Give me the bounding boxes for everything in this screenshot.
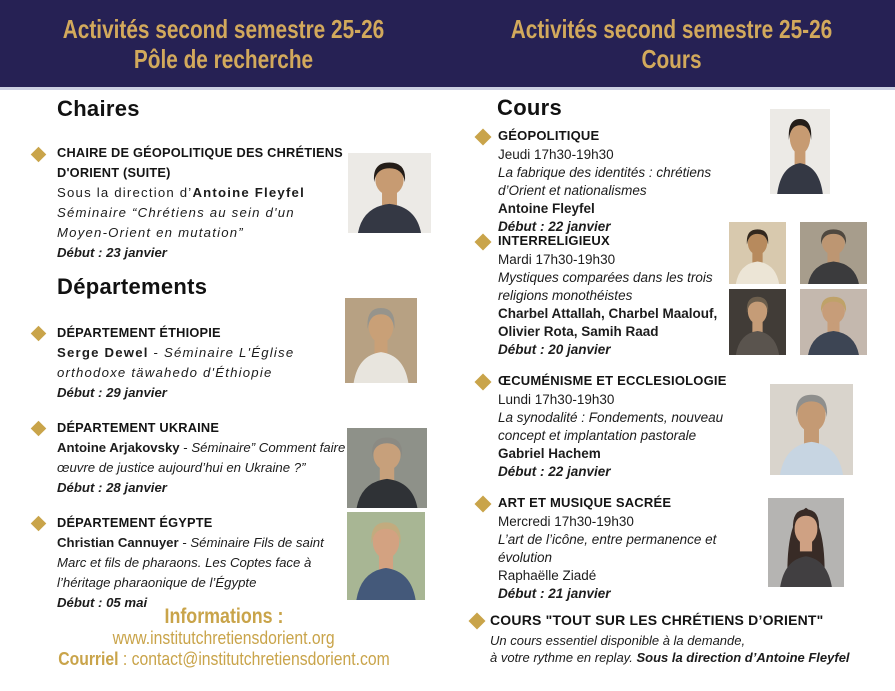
- tout-sur-description-line1: Un cours essentiel disponible à la demande,: [490, 633, 746, 648]
- interreligieux-speakers: Charbel Attallah, Charbel Maalouf, Olivier Rota, Samih Raad: [498, 306, 718, 339]
- egypte-start-date: Début : 05 mai: [57, 595, 148, 610]
- diamond-bullet-icon: [475, 129, 492, 146]
- geopolitique-start-date: Début : 22 janvier: [498, 219, 611, 234]
- oecumenisme-title: ŒCUMÉNISME ET ECCLESIOLOGIE: [498, 373, 727, 388]
- geopolitique-topic: La fabrique des identités : chrétiens d’Orient et nationalismes: [498, 165, 712, 198]
- oecumenisme-speakers: Gabriel Hachem: [498, 446, 601, 461]
- portrait-antoine-fleyfel-cours: [770, 109, 830, 194]
- cours-interreligieux-item: [498, 232, 746, 359]
- diamond-bullet-icon: [31, 516, 47, 532]
- contact-block: [0, 606, 447, 669]
- cours-heading: Cours: [497, 95, 563, 120]
- informations-label: Informations :: [164, 605, 283, 628]
- tout-sur-direction: Sous la direction d’Antoine Fleyfel: [636, 650, 850, 665]
- art-musique-topic: L’art de l’icône, entre permanence et évolution: [498, 532, 717, 565]
- header-recherche: [0, 0, 447, 87]
- ethiopie-title: DÉPARTEMENT ÉTHIOPIE: [57, 325, 221, 340]
- diamond-bullet-icon: [469, 613, 486, 630]
- header-recherche-line1: Activités second semestre 25-26: [62, 13, 385, 44]
- diamond-bullet-icon: [475, 374, 492, 391]
- departement-ukraine-item: [57, 418, 353, 498]
- courriel-label: Courriel: [57, 648, 119, 669]
- departement-ethiopie-item: [57, 323, 303, 403]
- chaire-direction-prefix: Sous la direction d’: [57, 185, 193, 200]
- chaire-direction-name: Antoine Fleyfel: [192, 185, 305, 200]
- tout-sur-description-text: à votre rythme en replay.: [490, 650, 633, 665]
- egypte-seminar-line: [57, 533, 349, 593]
- portrait-christian-cannuyer: [347, 512, 425, 600]
- art-musique-title: ART ET MUSIQUE SACRÉE: [498, 495, 672, 510]
- email-line[interactable]: [58, 648, 389, 669]
- diamond-bullet-icon: [31, 421, 47, 437]
- chaires-heading: Chaires: [57, 96, 140, 121]
- header-cours-line1: Activités second semestre 25-26: [510, 13, 833, 44]
- interreligieux-topic: Mystiques comparées dans les trois religions monothéistes: [498, 270, 713, 303]
- diamond-bullet-icon: [475, 234, 492, 251]
- ukraine-start-date: Début : 28 janvier: [57, 480, 167, 495]
- tout-sur-description-line2: [490, 649, 890, 666]
- portrait-gabriel-hachem: [770, 384, 853, 475]
- portrait-serge-dewel: [345, 298, 417, 383]
- ukraine-name: Antoine Arjakovsky: [57, 440, 180, 455]
- ethiopie-seminar-line: [57, 343, 303, 383]
- website-link[interactable]: www.institutchretiensdorient.org: [112, 627, 335, 648]
- portrait-charbel-maalouf: [800, 222, 867, 284]
- cours-art-musique-item: [498, 494, 738, 603]
- oecumenisme-topic: La synodalité : Fondements, nouveau concept et implantation pastorale: [498, 410, 724, 443]
- diamond-bullet-icon: [31, 147, 47, 163]
- geopolitique-title: GÉOPOLITIQUE: [498, 128, 600, 143]
- chaire-seminar: Séminaire “Chrétiens au sein d'un Moyen-Orient en mutation”: [57, 205, 295, 240]
- ethiopie-seminar: Séminaire L'Église orthodoxe täwahedo d'Éthiopie: [57, 345, 295, 380]
- art-musique-schedule: Mercredi 17h30-19h30: [498, 514, 634, 529]
- interreligieux-start-date: Début : 20 janvier: [498, 342, 611, 357]
- interreligieux-title: INTERRELIGIEUX: [498, 233, 610, 248]
- oecumenisme-start-date: Début : 22 janvier: [498, 464, 611, 479]
- ukraine-title: DÉPARTEMENT UKRAINE: [57, 420, 220, 435]
- interreligieux-schedule: Mardi 17h30-19h30: [498, 252, 616, 267]
- separator: -: [178, 535, 191, 550]
- ethiopie-start-date: Début : 29 janvier: [57, 385, 167, 400]
- cours-tout-sur-item: [490, 612, 890, 666]
- chaire-direction: [57, 183, 344, 203]
- header-cours: [448, 0, 895, 87]
- departement-egypte-item: [57, 513, 349, 613]
- cours-geopolitique-item: [498, 127, 742, 236]
- email-address: : contact@institutchretiensdorient.com: [118, 648, 390, 669]
- portrait-charbel-attallah: [729, 222, 786, 284]
- cours-oecumenisme-item: [498, 372, 760, 481]
- ukraine-seminar-line: [57, 438, 353, 478]
- portrait-olivier-rota: [729, 289, 786, 355]
- egypte-seminar: Séminaire Fils de saint Marc et fils de pharaons. Les Coptes face à l’héritage pharaonique de l’Égypte: [57, 535, 324, 590]
- portrait-samih-raad: [800, 289, 867, 355]
- departements-heading: Départements: [57, 274, 208, 299]
- separator: -: [148, 345, 164, 360]
- egypte-name: Christian Cannuyer: [57, 535, 179, 550]
- tout-sur-title: COURS "TOUT SUR LES CHRÉTIENS D’ORIENT": [490, 612, 824, 628]
- portrait-raphaelle-ziade: [768, 498, 844, 587]
- chaire-geopolitique-item: [57, 143, 344, 263]
- header-cours-line2: Cours: [641, 43, 702, 74]
- separator: -: [179, 440, 192, 455]
- diamond-bullet-icon: [31, 326, 47, 342]
- chaire-start-date: Début : 23 janvier: [57, 245, 167, 260]
- art-musique-speakers: Raphaëlle Ziadé: [498, 568, 597, 583]
- chaire-title: CHAIRE DE GÉOPOLITIQUE DES CHRÉTIENS D'ORIENT (SUITE): [57, 145, 343, 180]
- header-banner: [0, 0, 895, 90]
- oecumenisme-schedule: Lundi 17h30-19h30: [498, 392, 615, 407]
- diamond-bullet-icon: [475, 496, 492, 513]
- portrait-antoine-arjakovsky: [347, 428, 427, 508]
- geopolitique-schedule: Jeudi 17h30-19h30: [498, 147, 614, 162]
- egypte-title: DÉPARTEMENT ÉGYPTE: [57, 515, 213, 530]
- header-recherche-line2: Pôle de recherche: [133, 43, 314, 74]
- ukraine-seminar: Séminaire” Comment faire œuvre de justice aujourd’hui en Ukraine ?”: [57, 440, 346, 475]
- geopolitique-speakers: Antoine Fleyfel: [498, 201, 595, 216]
- ethiopie-name: Serge Dewel: [57, 345, 149, 360]
- art-musique-start-date: Début : 21 janvier: [498, 586, 611, 601]
- portrait-antoine-fleyfel: [348, 153, 431, 233]
